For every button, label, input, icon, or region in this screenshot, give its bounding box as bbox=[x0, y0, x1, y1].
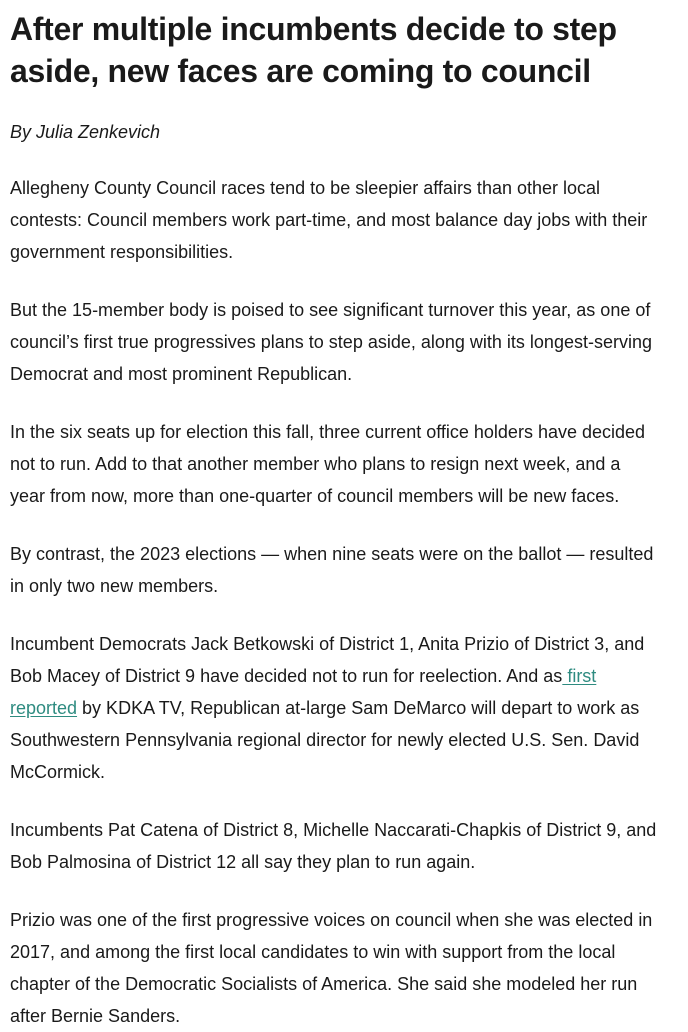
paragraph-1: Allegheny County Council races tend to be sleepier affairs than other local contests: Council members work part-time, and most balance day jobs with their government responsibilities. bbox=[10, 177, 648, 262]
first-reported-link[interactable]: first reported bbox=[10, 666, 597, 719]
paragraph-5-text-after-link: by KDKA TV, Republican at-large Sam DeMarco will depart to work as Southwestern Pennsylvania regional director for newly elected U.S. Sen. David McCormick. bbox=[10, 698, 640, 783]
paragraph-4: By contrast, the 2023 elections — when nine seats were on the ballot — resulted in only two new members. bbox=[10, 543, 654, 596]
paragraph-5-text-before-link: Incumbent Democrats Jack Betkowski of District 1, Anita Prizio of District 3, and Bob Macey of District 9 have decided not to run for reelection. And as bbox=[10, 634, 645, 687]
paragraph-5 bbox=[10, 628, 660, 788]
paragraph-6: Incumbents Pat Catena of District 8, Michelle Naccarati-Chapkis of District 9, and Bob Palmosina of District 12 all say they plan to run again. bbox=[10, 820, 657, 873]
byline: By Julia Zenkevich bbox=[10, 122, 161, 143]
paragraph-3: In the six seats up for election this fall, three current office holders have decided not to run. Add to that another member who plans to resign next week, and a year from now, more than one-quarter of council members will be new faces. bbox=[10, 421, 646, 506]
paragraph-2: But the 15-member body is poised to see significant turnover this year, as one of council’s first true progressives plans to step aside, along with its longest-serving Democrat and most prominent Republican. bbox=[10, 299, 652, 384]
article-headline: After multiple incumbents decide to step aside, new faces are coming to council bbox=[10, 11, 617, 90]
paragraph-7: Prizio was one of the first progressive voices on council when she was elected in 2017, and among the first local candidates to win with support from the local chapter of the Democratic Socialists of America. She said she modeled her run after Bernie Sanders. bbox=[10, 910, 653, 1027]
